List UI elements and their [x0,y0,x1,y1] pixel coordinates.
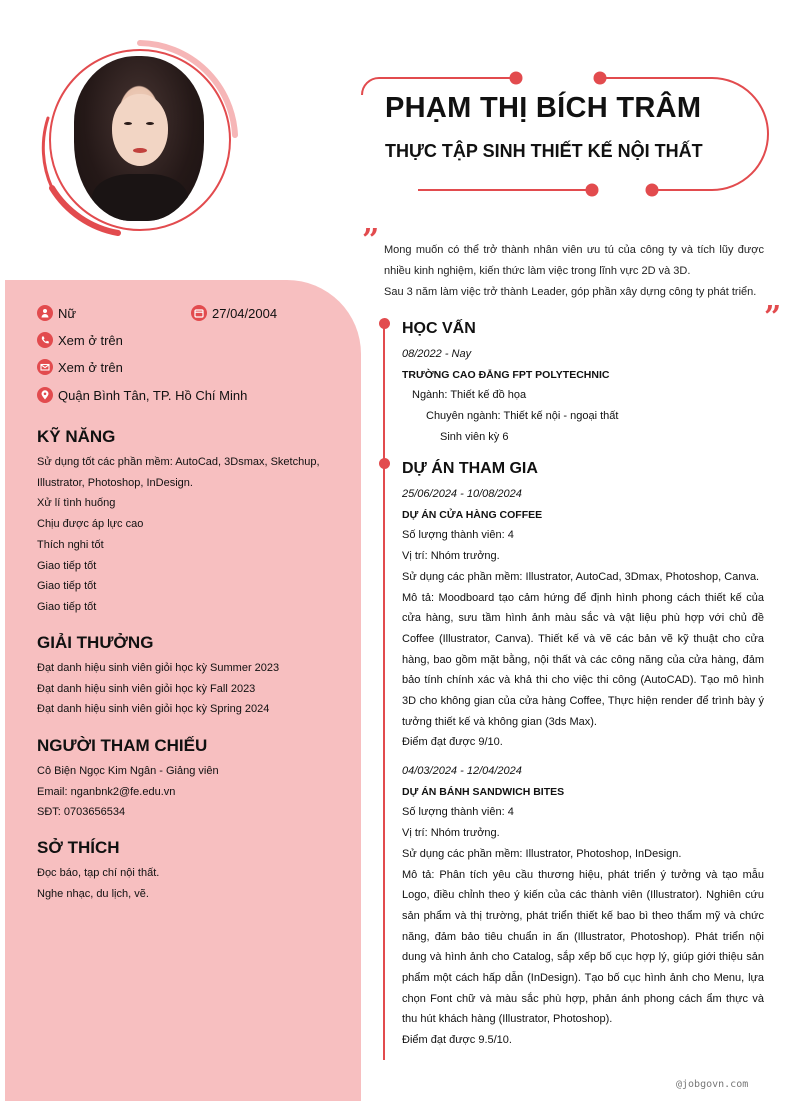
quote-close-icon: ” [764,300,782,335]
project-members: Số lượng thành viên: 4 [402,806,514,819]
project-role: Vị trí: Nhóm trưởng. [402,550,500,563]
project-score: Điểm đạt được 9/10. [402,736,503,749]
hobbies-heading: SỞ THÍCH [37,838,120,857]
hobbies-list [37,863,337,904]
education-school: TRƯỜNG CAO ĐẲNG FPT POLYTECHNIC [402,368,610,381]
address-row [37,387,247,403]
project-score: Điểm đạt được 9.5/10. [402,1034,512,1047]
education-major: Ngành: Thiết kế đồ họa [412,389,527,402]
projects-heading: DỰ ÁN THAM GIA [402,460,538,477]
reference-list [37,761,337,823]
avatar-lips [133,148,147,153]
project-role: Vị trí: Nhóm trưởng. [402,827,500,840]
gender-row [37,305,76,321]
award-item: Đạt danh hiệu sinh viên giỏi học kỳ Fall 2023 [37,682,256,695]
project-entry-sandwich [402,761,764,1051]
education-specialty: Chuyên ngành: Thiết kế nội - ngoại thất [426,410,619,423]
title-dot-2 [594,72,607,85]
address-value: Quận Bình Tân, TP. Hồ Chí Minh [58,387,248,403]
candidate-title: THỰC TẬP SINH THIẾT KẾ NỘI THẤT [385,141,703,161]
reference-phone: SĐT: 0703656534 [37,806,126,819]
education-entry [402,344,764,448]
project-members: Số lượng thành viên: 4 [402,529,514,542]
location-pin-icon [37,387,53,403]
project-description: Mô tả: Phân tích yêu cầu thương hiệu, phát triển ý tưởng và tạo mẫu Logo, điều chỉnh theo ý kiến của các thành viên (Illustrator). Nghiên cứu sản phẩm và thị trường, phát triển thiết kế bao bì theo thẩm mỹ và chức năng, đảm bảo tiêu chuẩn in ấn (Illustrator, Photoshop). Phát triển nội dung và hình ảnh cho Catalog, sắp xếp bố cục hợp lý, giúp giới thiệu sản phẩm một cách hấp dẫn (InDesign). Tạo bố cục hình ảnh cho Menu, lựa chọn Font chữ và màu sắc phù hợp, phản ánh phong cách ẩm thực và thu hút khách hàng (Illustrator, Photoshop). [402,868,764,1026]
award-item: Đạt danh hiệu sinh viên giỏi học kỳ Summer 2023 [37,662,280,674]
education-term: Sinh viên kỳ 6 [440,430,509,443]
phone-value: Xem ở trên [58,332,123,348]
reference-name: Cô Biện Ngọc Kim Ngân - Giảng viên [37,765,219,777]
skill-item: Thích nghi tốt [37,538,104,551]
project-software: Sử dụng các phần mềm: Illustrator, Photoshop, InDesign. [402,847,682,860]
education-date: 08/2022 - Nay [402,348,472,360]
person-icon [37,305,53,321]
title-dot-3 [586,184,599,197]
awards-heading: GIẢI THƯỞNG [37,633,154,652]
project-date: 25/06/2024 - 10/08/2024 [402,488,522,500]
career-objective [384,240,764,303]
skill-item: Giao tiếp tốt [37,600,97,613]
title-dot-4 [646,184,659,197]
project-name: DỰ ÁN CỬA HÀNG COFFEE [402,508,543,521]
hobby-item: Đọc báo, tạp chí nội thất. [37,867,160,879]
dob-value: 27/04/2004 [212,305,278,321]
phone-icon [37,332,53,348]
avatar [74,56,204,221]
avatar-face [112,94,168,166]
project-entry-coffee [402,484,764,753]
project-date: 04/03/2024 - 12/04/2024 [402,765,522,777]
dob-row [191,305,277,321]
phone-row [37,332,123,348]
education-heading: HỌC VẤN [402,320,476,337]
avatar-eye [146,122,154,125]
project-software: Sử dụng các phần mềm: Illustrator, AutoCad, 3Dmax, Photoshop, Canva. [402,570,760,583]
skill-item: Giao tiếp tốt [37,559,97,572]
hobby-item: Nghe nhạc, du lịch, vẽ. [37,887,149,900]
reference-heading: NGƯỜI THAM CHIẾU [37,736,208,755]
gender-value: Nữ [58,305,77,321]
timeline-line [383,324,385,1060]
skill-item: Chịu được áp lực cao [37,518,144,531]
avatar-eye [124,122,132,125]
email-row [37,359,123,375]
mail-icon [37,359,53,375]
email-value: Xem ở trên [58,359,123,375]
reference-email: Email: nganbnk2@fe.edu.vn [37,785,176,798]
avatar-shirt [92,174,188,221]
skills-heading: KỸ NĂNG [37,427,116,446]
project-name: DỰ ÁN BÁNH SANDWICH BITES [402,785,565,798]
award-item: Đạt danh hiệu sinh viên giỏi học kỳ Spring 2024 [37,703,270,716]
objective-text: Mong muốn có thể trở thành nhân viên ưu tú của công ty và tích lũy được nhiều kinh nghiệm, kiến thức làm việc trong lĩnh vực 2D và 3D. [384,244,764,277]
skill-item: Sử dụng tốt các phần mềm: AutoCad, 3Dsmax, Sketchup, Illustrator, Photoshop, InDesign. [37,456,320,489]
project-description: Mô tả: Moodboard tạo cảm hứng để định hình phong cách thiết kế của cửa hàng, sưu tầm hình ảnh màu sắc và vật liệu phù hợp với chủ đề Coffee (Illustrator, Canva). Thiết kế và vẽ các bản vẽ kỹ thuật cho cửa hàng, bao gồm mặt bằng, nội thất và các công năng của cửa hàng, đảm bảo tính chính xác và khả thi cho việc thi công (AutoCAD). Tạo mô hình 3D cho không gian của cửa hàng Coffee, Thực hiện render để trình bày ý tưởng thiết kế và không gian (3ds Max). [402,591,764,728]
title-dot-1 [510,72,523,85]
timeline-dot-education [379,318,390,329]
watermark: @jobgovn.com [676,1079,749,1090]
objective-text-2: Sau 3 năm làm việc trở thành Leader, góp phần xây dựng công ty phát triển. [384,286,757,298]
skill-item: Giao tiếp tốt [37,580,97,593]
calendar-icon [191,305,207,321]
candidate-name: PHẠM THỊ BÍCH TRÂM [385,92,702,124]
skills-list [37,452,337,618]
skill-item: Xử lí tình huống [37,497,116,510]
quote-open-icon: ” [362,223,380,258]
timeline-dot-projects [379,458,390,469]
awards-list [37,658,337,720]
